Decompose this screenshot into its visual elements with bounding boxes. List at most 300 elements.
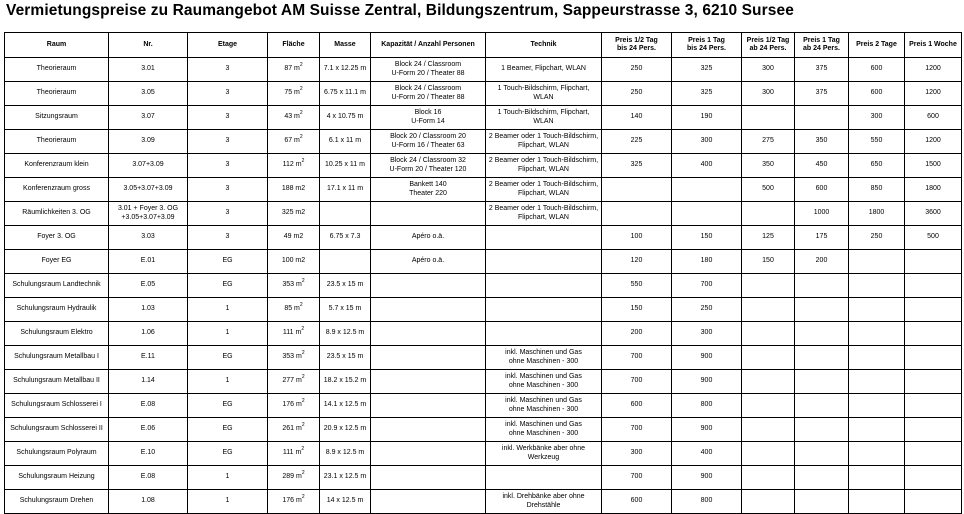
cell-masse: 7.1 x 12.25 m (320, 58, 371, 82)
cell-preis-halbtag-ab-24 (742, 346, 795, 370)
cell-etage: EG (188, 442, 268, 466)
cell-preis-tag-bis-24: 700 (672, 274, 742, 298)
cell-preis-woche: 1200 (905, 82, 962, 106)
area-unit-exponent: 2 (299, 134, 303, 141)
cell-preis-2-tage: 1800 (849, 202, 905, 226)
cell-etage: 3 (188, 130, 268, 154)
cell-flaeche (268, 202, 320, 226)
cell-flaeche (268, 466, 320, 490)
cell-flaeche (268, 274, 320, 298)
cell-masse: 20.9 x 12.5 m (320, 418, 371, 442)
table-row (5, 322, 962, 346)
area-value: 353 m (282, 281, 302, 289)
area-value: 85 m (284, 305, 300, 313)
cell-preis-2-tage (849, 346, 905, 370)
cell-etage: EG (188, 394, 268, 418)
cell-flaeche (268, 226, 320, 250)
cell-etage: 3 (188, 154, 268, 178)
cell-preis-halbtag-ab-24: 275 (742, 130, 795, 154)
cell-preis-halbtag-ab-24: 125 (742, 226, 795, 250)
cell-technik: 1 Beamer, Flipchart, WLAN (486, 58, 602, 82)
cell-etage: 1 (188, 466, 268, 490)
table-row (5, 58, 962, 82)
cell-kapazitaet (371, 370, 486, 394)
table-body (5, 58, 962, 514)
cell-kapazitaet (371, 298, 486, 322)
cell-raum: Foyer EG (5, 250, 109, 274)
cell-preis-tag-bis-24: 190 (672, 106, 742, 130)
cell-preis-tag-ab-24: 175 (795, 226, 849, 250)
cell-preis-halbtag-bis-24: 200 (602, 322, 672, 346)
table-row (5, 130, 962, 154)
column-header: Fläche (268, 33, 320, 58)
cell-flaeche (268, 418, 320, 442)
cell-preis-halbtag-ab-24: 300 (742, 82, 795, 106)
cell-raum: Theorieraum (5, 58, 109, 82)
cell-preis-woche (905, 298, 962, 322)
cell-preis-woche (905, 418, 962, 442)
area-value: 261 m (282, 425, 302, 433)
column-header: Masse (320, 33, 371, 58)
cell-preis-woche (905, 250, 962, 274)
cell-preis-woche (905, 274, 962, 298)
cell-nr: 1.03 (109, 298, 188, 322)
cell-kapazitaet (371, 274, 486, 298)
table-row (5, 370, 962, 394)
cell-nr: 1.14 (109, 370, 188, 394)
cell-etage: 3 (188, 106, 268, 130)
cell-etage: EG (188, 250, 268, 274)
table-row (5, 250, 962, 274)
area-value: 67 m (284, 137, 300, 145)
cell-technik: 2 Beamer oder 1 Touch-Bildschirm, Flipchart, WLAN (486, 178, 602, 202)
cell-etage: 1 (188, 322, 268, 346)
cell-preis-2-tage (849, 394, 905, 418)
cell-nr: E.01 (109, 250, 188, 274)
cell-etage: 3 (188, 226, 268, 250)
cell-kapazitaet (371, 202, 486, 226)
cell-preis-2-tage: 300 (849, 106, 905, 130)
cell-etage: EG (188, 418, 268, 442)
cell-masse: 10.25 x 11 m (320, 154, 371, 178)
cell-technik: inkl. Maschinen und Gas ohne Maschinen - 300 (486, 346, 602, 370)
cell-preis-halbtag-bis-24: 700 (602, 418, 672, 442)
cell-technik (486, 226, 602, 250)
column-header: Etage (188, 33, 268, 58)
table-row (5, 274, 962, 298)
table-row (5, 226, 962, 250)
cell-raum: Schulungsraum Metallbau I (5, 346, 109, 370)
cell-nr: 3.05+3.07+3.09 (109, 178, 188, 202)
area-unit-exponent: 2 (301, 374, 305, 381)
cell-preis-halbtag-ab-24: 350 (742, 154, 795, 178)
cell-technik: inkl. Maschinen und Gas ohne Maschinen - 300 (486, 418, 602, 442)
cell-preis-halbtag-bis-24: 700 (602, 346, 672, 370)
column-header: Nr. (109, 33, 188, 58)
cell-nr: 3.09 (109, 130, 188, 154)
cell-preis-woche: 1200 (905, 58, 962, 82)
cell-preis-tag-bis-24: 900 (672, 466, 742, 490)
cell-nr: E.11 (109, 346, 188, 370)
cell-preis-tag-bis-24: 325 (672, 82, 742, 106)
cell-preis-woche: 500 (905, 226, 962, 250)
cell-preis-woche (905, 346, 962, 370)
table-row (5, 298, 962, 322)
cell-kapazitaet: Block 24 / Classroom U-Form 20 / Theater 88 (371, 58, 486, 82)
area-value: 112 m (282, 161, 302, 169)
cell-flaeche (268, 298, 320, 322)
cell-etage: 3 (188, 178, 268, 202)
cell-technik: inkl. Drehbänke aber ohne Drehstähle (486, 490, 602, 514)
area-value: 325 m2 (281, 209, 306, 217)
cell-raum: Schulungsraum Hydraulik (5, 298, 109, 322)
cell-kapazitaet (371, 490, 486, 514)
area-unit-exponent: 2 (299, 110, 303, 117)
column-header: Preis 1 Tag ab 24 Pers. (795, 33, 849, 58)
cell-preis-2-tage (849, 274, 905, 298)
cell-masse: 6.1 x 11 m (320, 130, 371, 154)
cell-preis-tag-ab-24: 350 (795, 130, 849, 154)
cell-preis-woche (905, 370, 962, 394)
cell-preis-halbtag-bis-24: 700 (602, 466, 672, 490)
area-value: 188 m2 (281, 185, 306, 193)
cell-flaeche (268, 346, 320, 370)
cell-masse: 14.1 x 12.5 m (320, 394, 371, 418)
cell-technik (486, 322, 602, 346)
cell-nr: 3.01 + Foyer 3. OG +3.05+3.07+3.09 (109, 202, 188, 226)
area-unit-exponent: 2 (301, 470, 305, 477)
cell-preis-halbtag-bis-24 (602, 202, 672, 226)
cell-preis-tag-bis-24 (672, 178, 742, 202)
area-value: 176 m (282, 401, 302, 409)
cell-flaeche (268, 322, 320, 346)
area-value: 111 m (282, 329, 302, 337)
cell-preis-halbtag-bis-24 (602, 178, 672, 202)
cell-raum: Schulungsraum Drehen (5, 490, 109, 514)
column-header: Preis 1 Woche (905, 33, 962, 58)
cell-preis-2-tage (849, 322, 905, 346)
cell-preis-tag-ab-24 (795, 274, 849, 298)
column-header: Preis 1/2 Tag bis 24 Pers. (602, 33, 672, 58)
cell-preis-woche: 3600 (905, 202, 962, 226)
cell-flaeche (268, 58, 320, 82)
cell-preis-tag-ab-24: 200 (795, 250, 849, 274)
cell-preis-woche (905, 322, 962, 346)
cell-preis-2-tage: 600 (849, 82, 905, 106)
cell-preis-woche (905, 442, 962, 466)
cell-etage: 1 (188, 490, 268, 514)
cell-technik: inkl. Maschinen und Gas ohne Maschinen - 300 (486, 394, 602, 418)
cell-preis-halbtag-bis-24: 550 (602, 274, 672, 298)
cell-preis-tag-ab-24 (795, 394, 849, 418)
cell-masse (320, 250, 371, 274)
cell-preis-2-tage (849, 418, 905, 442)
cell-kapazitaet (371, 322, 486, 346)
cell-technik: 2 Beamer oder 1 Touch-Bildschirm, Flipchart, WLAN (486, 130, 602, 154)
cell-preis-tag-bis-24: 325 (672, 58, 742, 82)
cell-preis-halbtag-ab-24 (742, 442, 795, 466)
cell-preis-halbtag-ab-24: 300 (742, 58, 795, 82)
cell-nr: 3.07 (109, 106, 188, 130)
table-row (5, 418, 962, 442)
cell-masse: 8.9 x 12.5 m (320, 442, 371, 466)
cell-kapazitaet: Bankett 140 Theater 220 (371, 178, 486, 202)
area-unit-exponent: 2 (301, 494, 305, 501)
column-header: Preis 1/2 Tag ab 24 Pers. (742, 33, 795, 58)
cell-preis-woche (905, 394, 962, 418)
cell-technik: inkl. Maschinen und Gas ohne Maschinen - 300 (486, 370, 602, 394)
cell-flaeche (268, 490, 320, 514)
cell-preis-tag-ab-24 (795, 370, 849, 394)
cell-etage: 3 (188, 58, 268, 82)
cell-preis-2-tage (849, 490, 905, 514)
cell-preis-2-tage: 250 (849, 226, 905, 250)
cell-preis-2-tage (849, 370, 905, 394)
cell-preis-2-tage: 550 (849, 130, 905, 154)
cell-etage: 1 (188, 370, 268, 394)
cell-nr: 3.05 (109, 82, 188, 106)
cell-raum: Schulungsraum Landtechnik (5, 274, 109, 298)
cell-raum: Theorieraum (5, 82, 109, 106)
cell-preis-tag-bis-24: 150 (672, 226, 742, 250)
cell-preis-halbtag-ab-24 (742, 202, 795, 226)
cell-kapazitaet: Apéro o.ä. (371, 250, 486, 274)
cell-masse: 4 x 10.75 m (320, 106, 371, 130)
cell-kapazitaet (371, 466, 486, 490)
area-value: 43 m (284, 113, 300, 121)
cell-preis-tag-bis-24: 800 (672, 394, 742, 418)
cell-preis-halbtag-ab-24 (742, 274, 795, 298)
cell-preis-tag-ab-24 (795, 106, 849, 130)
cell-preis-tag-bis-24: 300 (672, 322, 742, 346)
table-row (5, 106, 962, 130)
cell-etage: EG (188, 274, 268, 298)
cell-preis-tag-bis-24: 180 (672, 250, 742, 274)
cell-kapazitaet: Block 16 U-Form 14 (371, 106, 486, 130)
table-row (5, 178, 962, 202)
table-row (5, 466, 962, 490)
cell-preis-tag-bis-24: 900 (672, 370, 742, 394)
cell-technik: 1 Touch-Bildschirm, Flipchart, WLAN (486, 82, 602, 106)
area-unit-exponent: 2 (301, 350, 305, 357)
cell-technik (486, 466, 602, 490)
cell-etage: EG (188, 346, 268, 370)
cell-preis-2-tage: 850 (849, 178, 905, 202)
area-unit-exponent: 2 (299, 86, 303, 93)
cell-preis-halbtag-bis-24: 120 (602, 250, 672, 274)
cell-flaeche (268, 82, 320, 106)
cell-masse: 23.5 x 15 m (320, 346, 371, 370)
cell-masse: 6.75 x 7.3 (320, 226, 371, 250)
cell-kapazitaet: Apéro o.ä. (371, 226, 486, 250)
cell-kapazitaet (371, 394, 486, 418)
cell-masse: 18.2 x 15.2 m (320, 370, 371, 394)
cell-preis-tag-bis-24: 300 (672, 130, 742, 154)
cell-preis-halbtag-bis-24: 150 (602, 298, 672, 322)
cell-preis-halbtag-bis-24: 325 (602, 154, 672, 178)
area-value: 100 m2 (281, 257, 306, 265)
cell-preis-tag-bis-24: 400 (672, 154, 742, 178)
area-unit-exponent: 2 (299, 62, 303, 69)
cell-preis-halbtag-ab-24 (742, 298, 795, 322)
area-value: 176 m (282, 497, 302, 505)
table-row (5, 346, 962, 370)
cell-preis-woche (905, 466, 962, 490)
cell-preis-woche: 1500 (905, 154, 962, 178)
area-unit-exponent: 2 (301, 278, 305, 285)
cell-masse: 23.1 x 12.5 m (320, 466, 371, 490)
cell-raum: Räumlichkeiten 3. OG (5, 202, 109, 226)
cell-technik (486, 274, 602, 298)
cell-raum: Konferenzraum gross (5, 178, 109, 202)
table-header (5, 33, 962, 58)
cell-nr: E.08 (109, 394, 188, 418)
cell-preis-halbtag-bis-24: 250 (602, 58, 672, 82)
cell-raum: Foyer 3. OG (5, 226, 109, 250)
cell-kapazitaet (371, 442, 486, 466)
cell-preis-halbtag-bis-24: 300 (602, 442, 672, 466)
cell-preis-halbtag-ab-24 (742, 322, 795, 346)
column-header: Raum (5, 33, 109, 58)
cell-nr: E.08 (109, 466, 188, 490)
cell-raum: Sitzungsraum (5, 106, 109, 130)
cell-preis-2-tage (849, 250, 905, 274)
cell-masse: 14 x 12.5 m (320, 490, 371, 514)
cell-preis-tag-bis-24: 900 (672, 418, 742, 442)
cell-masse: 6.75 x 11.1 m (320, 82, 371, 106)
cell-preis-halbtag-ab-24 (742, 106, 795, 130)
cell-flaeche (268, 130, 320, 154)
cell-etage: 3 (188, 82, 268, 106)
cell-nr: 3.07+3.09 (109, 154, 188, 178)
cell-flaeche (268, 442, 320, 466)
cell-preis-halbtag-bis-24: 100 (602, 226, 672, 250)
table-row (5, 490, 962, 514)
table-row (5, 442, 962, 466)
cell-preis-tag-ab-24: 600 (795, 178, 849, 202)
column-header: Kapazität / Anzahl Personen (371, 33, 486, 58)
cell-kapazitaet (371, 418, 486, 442)
table-row (5, 394, 962, 418)
cell-nr: E.05 (109, 274, 188, 298)
cell-preis-woche: 1800 (905, 178, 962, 202)
cell-technik: 2 Beamer oder 1 Touch-Bildschirm, Flipchart, WLAN (486, 202, 602, 226)
cell-preis-tag-ab-24: 450 (795, 154, 849, 178)
column-header: Preis 2 Tage (849, 33, 905, 58)
cell-preis-halbtag-bis-24: 140 (602, 106, 672, 130)
cell-preis-tag-ab-24: 375 (795, 58, 849, 82)
cell-preis-halbtag-ab-24 (742, 370, 795, 394)
cell-nr: 1.06 (109, 322, 188, 346)
cell-technik (486, 250, 602, 274)
cell-preis-tag-bis-24: 900 (672, 346, 742, 370)
cell-raum: Theorieraum (5, 130, 109, 154)
cell-raum: Schulungsraum Elektro (5, 322, 109, 346)
cell-nr: E.10 (109, 442, 188, 466)
cell-preis-2-tage: 650 (849, 154, 905, 178)
cell-preis-tag-ab-24 (795, 466, 849, 490)
area-value: 49 m2 (283, 233, 304, 241)
cell-preis-tag-ab-24 (795, 442, 849, 466)
cell-technik: inkl. Werkbänke aber ohne Werkzeug (486, 442, 602, 466)
cell-nr: E.06 (109, 418, 188, 442)
area-value: 277 m (282, 377, 302, 385)
cell-kapazitaet: Block 24 / Classroom 32 U-Form 20 / Theater 120 (371, 154, 486, 178)
area-unit-exponent: 2 (301, 446, 305, 453)
cell-nr: 1.08 (109, 490, 188, 514)
cell-preis-halbtag-ab-24: 150 (742, 250, 795, 274)
cell-flaeche (268, 394, 320, 418)
cell-preis-2-tage (849, 466, 905, 490)
cell-preis-halbtag-ab-24: 500 (742, 178, 795, 202)
area-value: 111 m (282, 449, 302, 457)
cell-preis-tag-bis-24 (672, 202, 742, 226)
cell-preis-woche (905, 490, 962, 514)
page-title: Vermietungspreise zu Raumangebot AM Suisse Zentral, Bildungszentrum, Sappeurstrasse 3, 6210 Sursee (6, 2, 794, 19)
cell-raum: Schulungsraum Polyraum (5, 442, 109, 466)
cell-kapazitaet: Block 24 / Classroom U-Form 20 / Theater 88 (371, 82, 486, 106)
cell-technik (486, 298, 602, 322)
cell-preis-tag-ab-24 (795, 298, 849, 322)
cell-nr: 3.01 (109, 58, 188, 82)
cell-preis-tag-ab-24 (795, 418, 849, 442)
cell-masse (320, 202, 371, 226)
cell-preis-tag-ab-24: 1000 (795, 202, 849, 226)
table-row (5, 154, 962, 178)
area-value: 289 m (282, 473, 302, 481)
cell-raum: Schulungsraum Metallbau II (5, 370, 109, 394)
cell-preis-tag-ab-24 (795, 322, 849, 346)
cell-flaeche (268, 178, 320, 202)
cell-technik: 2 Beamer oder 1 Touch-Bildschirm, Flipchart, WLAN (486, 154, 602, 178)
column-header: Technik (486, 33, 602, 58)
column-header: Preis 1 Tag bis 24 Pers. (672, 33, 742, 58)
cell-kapazitaet (371, 346, 486, 370)
area-unit-exponent: 2 (301, 422, 305, 429)
cell-etage: 1 (188, 298, 268, 322)
table-row (5, 82, 962, 106)
cell-preis-woche: 600 (905, 106, 962, 130)
area-value: 87 m (284, 65, 300, 73)
table-row (5, 202, 962, 226)
cell-raum: Schulungsraum Schlosserei II (5, 418, 109, 442)
cell-flaeche (268, 154, 320, 178)
cell-preis-halbtag-bis-24: 250 (602, 82, 672, 106)
cell-preis-woche: 1200 (905, 130, 962, 154)
area-value: 353 m (282, 353, 302, 361)
cell-flaeche (268, 370, 320, 394)
cell-flaeche (268, 106, 320, 130)
area-unit-exponent: 2 (301, 398, 305, 405)
cell-preis-2-tage (849, 442, 905, 466)
cell-masse: 17.1 x 11 m (320, 178, 371, 202)
cell-preis-halbtag-ab-24 (742, 490, 795, 514)
cell-preis-halbtag-bis-24: 600 (602, 490, 672, 514)
cell-preis-tag-ab-24 (795, 346, 849, 370)
cell-preis-halbtag-bis-24: 225 (602, 130, 672, 154)
cell-raum: Schulungsraum Heizung (5, 466, 109, 490)
cell-kapazitaet: Block 20 / Classroom 20 U-Form 16 / Theater 63 (371, 130, 486, 154)
cell-preis-halbtag-ab-24 (742, 394, 795, 418)
cell-nr: 3.03 (109, 226, 188, 250)
area-value: 75 m (284, 89, 300, 97)
price-table (4, 32, 962, 514)
cell-raum: Schulungsraum Schlosserei I (5, 394, 109, 418)
cell-preis-tag-ab-24: 375 (795, 82, 849, 106)
cell-preis-halbtag-bis-24: 600 (602, 394, 672, 418)
cell-raum: Konferenzraum klein (5, 154, 109, 178)
cell-preis-halbtag-ab-24 (742, 418, 795, 442)
